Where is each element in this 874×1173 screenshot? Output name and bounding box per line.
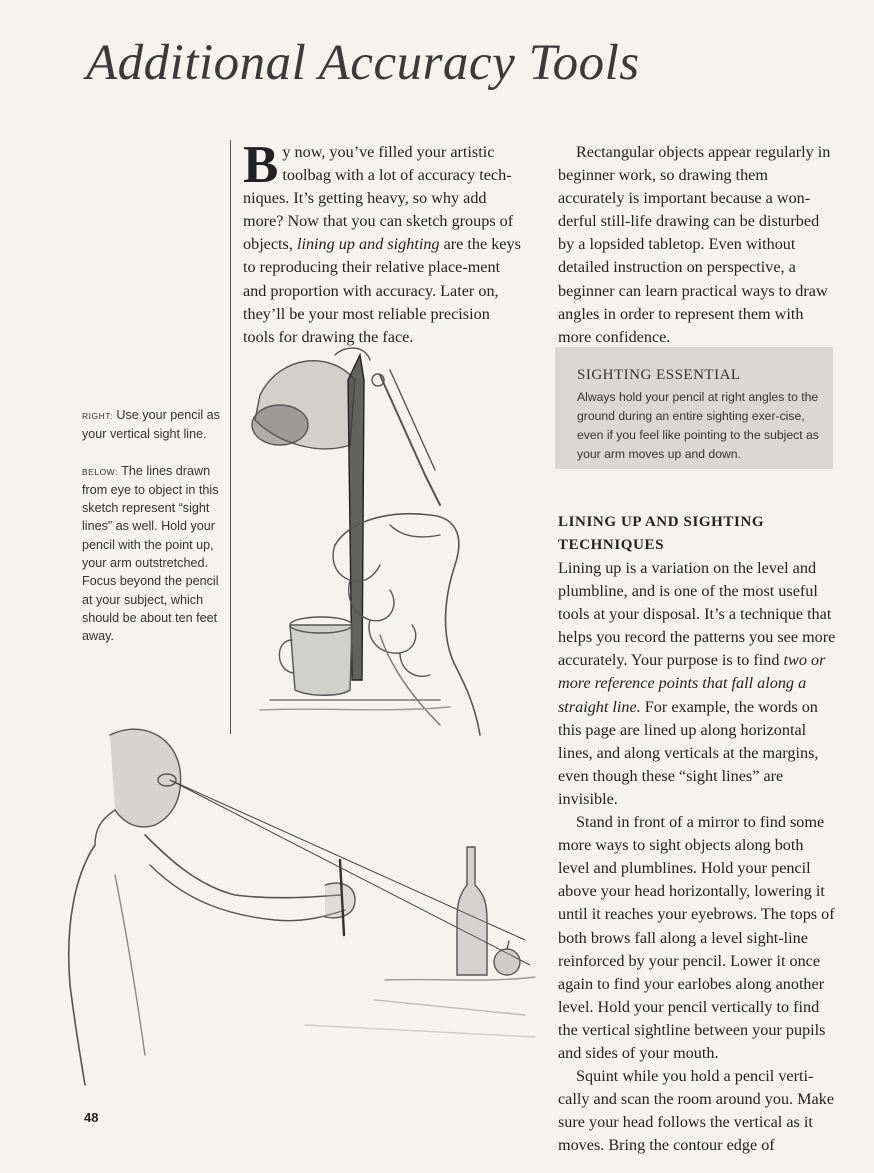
intro-text-2: are the keys to reproducing their relative place-ment and proportion with accuracy. Later on, they’ll be your most reliable precision tools for drawing the face. xyxy=(243,235,521,346)
intro-emphasis: lining up and sighting xyxy=(296,235,440,254)
sidebar-body: Always hold your pencil at right angles to the ground during an entire sighting exer-cise, even if you feel like pointing to the subject as your arm moves up and down. xyxy=(577,390,819,461)
intro-paragraph xyxy=(243,136,523,349)
drop-cap: B xyxy=(243,136,279,194)
lining-p1-a: Lining up is a variation on the level and plumbline, and is one of the most useful tools at your disposal. It’s a technique that helps you record the patterns you see more accurately. Your purpose is to find xyxy=(558,559,836,670)
section-heading: LINING UP AND SIGHTING TECHNIQUES xyxy=(558,514,765,553)
page-number: 48 xyxy=(84,1110,99,1125)
caption-right-label: RIGHT: xyxy=(82,411,113,421)
caption-below-text: The lines drawn from eye to object in this sketch represent “sight lines” as well. Hold your pencil with the point up, your arm outstretched. Focus beyond the pencil at your subject, which should be about ten feet away. xyxy=(82,463,219,644)
caption-right xyxy=(82,406,232,444)
rectangular-text: Rectangular objects appear regularly in beginner work, so drawing them accurately is important because a won-derful still-life drawing can be disturbed by a lopsided tabletop. Even without detailed instruction on perspective, a beginner can learn practical ways to draw angles in order to represent them with more confidence. xyxy=(558,143,831,346)
page-title: Additional Accuracy Tools xyxy=(86,35,640,91)
caption-below-label: BELOW: xyxy=(82,466,118,477)
rectangular-paragraph xyxy=(558,141,837,349)
hand-pencil-sketch xyxy=(240,335,540,735)
man-sighting-sketch xyxy=(55,725,545,1085)
lining-paragraph-1 xyxy=(558,557,837,811)
caption-below xyxy=(82,462,232,646)
sighting-essential-box xyxy=(555,347,833,469)
caption-right-text: Use your pencil as your vertical sight line. xyxy=(82,408,220,442)
lining-p1-b: For example, the words on this page are lined up along horizontal lines, and along verticals at the margins, even though these “sight lines” are invisible. xyxy=(558,697,819,808)
captions xyxy=(82,406,232,664)
lining-p1-emphasis: two or more reference points that fall along a straight line. xyxy=(558,651,826,716)
intro-text-1: y now, you’ve filled your artistic toolbag with a lot of accuracy tech-niques. It’s getting heavy, so why add more? Now that you can sketch groups of objects, xyxy=(243,143,514,254)
sidebar-title: SIGHTING ESSENTIAL xyxy=(577,367,741,383)
lining-paragraph-2: Stand in front of a mirror to find some more ways to sight objects along both level and plumblines. Hold your pencil above your head horizontally, lowering it until it reaches your eyebrows. The tops of both brows fall along a level sight-line reinforced by your pencil. Lower it once again to find your earlobes along another level. Hold your pencil vertically to find the vertical sightline between your pupils and sides of your mouth. xyxy=(558,813,835,1062)
lining-up-section xyxy=(558,511,837,1157)
lining-paragraph-3: Squint while you hold a pencil verti-cally and scan the room around you. Make sure your head follows the vertical as it moves. Bring the contour edge of xyxy=(558,1067,835,1155)
